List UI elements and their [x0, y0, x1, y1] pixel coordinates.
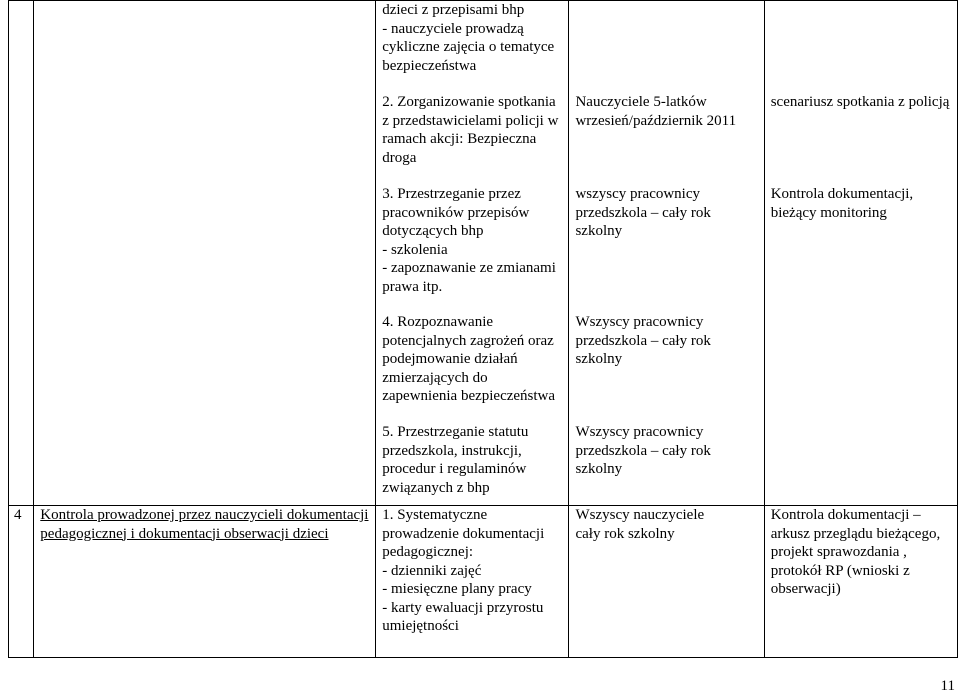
responsible-5: Wszyscy pracownicy przedszkola – cały rok szkolny [575, 424, 711, 477]
activity-2: 2. Zorganizowanie spotkania z przedstawicielami policji w ramach akcji: Bezpieczna droga [382, 94, 559, 166]
evidence-1: Kontrola dokumentacji – arkusz przeglądu bieżącego, projekt sprawozdania , protokół RP (wnioski z obserwacji) [770, 507, 941, 597]
plan-table [8, 0, 958, 658]
table-row [9, 506, 958, 658]
table-row [9, 1, 958, 506]
activities-cell [376, 1, 569, 506]
activities-cell [376, 506, 569, 658]
responsible-3: wszyscy pracownicy przedszkola – cały rok szkolny [575, 186, 711, 239]
task-text: Kontrola prowadzonej przez nauczycieli dokumentacji pedagogicznej i dokumentacji obserwacji dzieci [40, 507, 369, 542]
evidence-cell [764, 506, 957, 658]
activity-4: 4. Rozpoznawanie potencjalnych zagrożeń oraz podejmowanie działań zmierzających do zapewnienia bezpieczeństwa [382, 314, 556, 404]
responsible-cell [569, 506, 764, 658]
evidence-2: scenariusz spotkania z policją [770, 94, 950, 110]
responsible-cell [569, 1, 764, 506]
responsible-1 [575, 1, 757, 93]
responsible-2: Nauczyciele 5-latków wrzesień/październik 2011 [575, 94, 737, 129]
responsible-1: Wszyscy nauczyciele cały rok szkolny [575, 507, 705, 542]
activity-1: dzieci z przepisami bhp - nauczyciele prowadzą cykliczne zajęcia o tematyce bezpieczeństwa [382, 2, 555, 74]
activity-1: 1. Systematyczne prowadzenie dokumentacji pedagogicznej: - dzienniki zajęć - miesięczne plany pracy - karty ewaluacji przyrostu umiejętności [382, 507, 545, 634]
task-cell [34, 506, 376, 658]
evidence-1 [771, 1, 951, 93]
activity-3: 3. Przestrzeganie przez pracowników przepisów dotyczących bhp - szkolenia - zapoznawanie ze zmianami prawa itp. [382, 186, 556, 295]
row-number-cell [9, 1, 34, 506]
activity-5: 5. Przestrzeganie statutu przedszkola, instrukcji, procedur i regulaminów związanych z bhp [382, 424, 529, 496]
evidence-3: Kontrola dokumentacji, bieżący monitoring [770, 186, 914, 221]
responsible-4: Wszyscy pracownicy przedszkola – cały rok szkolny [575, 314, 711, 367]
row-number-cell: 4 [9, 506, 34, 658]
task-cell [34, 1, 376, 506]
evidence-cell [764, 1, 957, 506]
page-number: 11 [940, 677, 955, 694]
